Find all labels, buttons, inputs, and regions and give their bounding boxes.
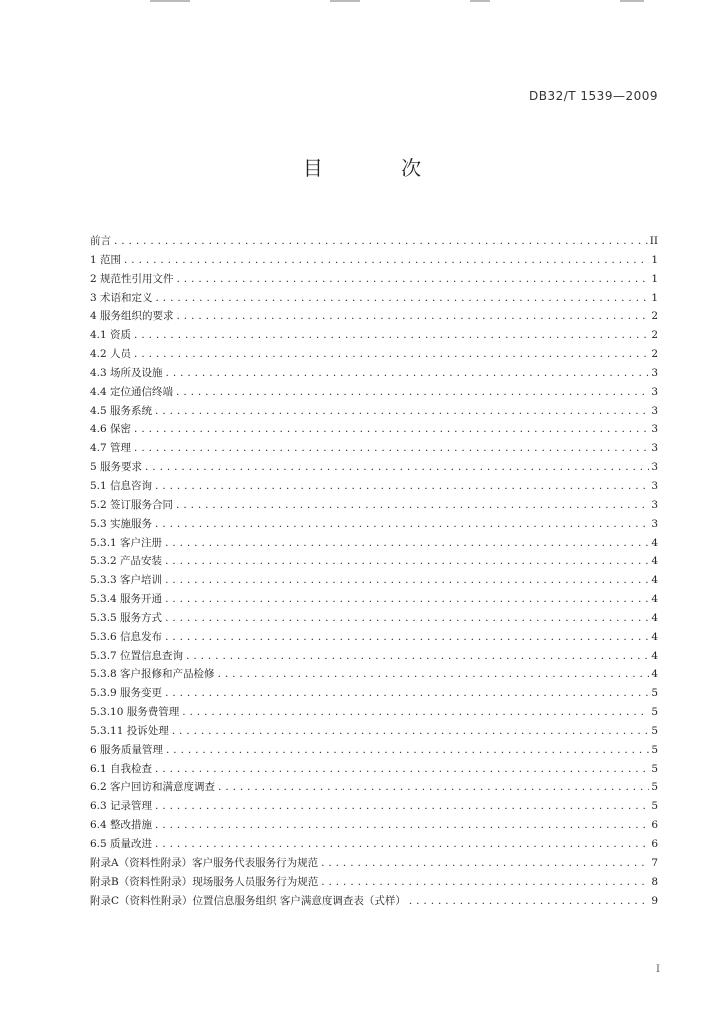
toc-entry-page: 2 <box>651 348 658 361</box>
toc-entry-label: 5.3.8 客户报修和产品检修 <box>90 668 215 681</box>
toc-entry[interactable] <box>90 628 658 647</box>
toc-entry-label: 2 规范性引用文件 <box>90 272 174 285</box>
toc-entry-label: 6.3 记录管理 <box>90 800 153 813</box>
toc-leader-dots <box>218 778 649 797</box>
toc-leader-dots <box>165 628 649 647</box>
toc-entry-page: 4 <box>651 649 658 662</box>
toc-entry-label: 6 服务质量管理 <box>90 743 164 756</box>
toc-entry-page: 3 <box>651 461 658 474</box>
toc-entry-page: 4 <box>651 630 658 643</box>
toc-entry[interactable] <box>90 873 658 892</box>
toc-entry-label: 4.2 人员 <box>90 348 132 361</box>
toc-entry[interactable] <box>90 251 658 270</box>
toc-entry-page: 4 <box>651 555 658 568</box>
toc-entry-page: 5 <box>651 781 658 794</box>
toc-entry[interactable] <box>90 722 658 741</box>
toc-entry-label: 5.2 签订服务合同 <box>90 498 174 511</box>
toc-entry[interactable] <box>90 420 658 439</box>
toc-leader-dots <box>218 665 649 684</box>
toc-leader-dots <box>177 270 649 289</box>
toc-entry-page: 1 <box>651 272 658 285</box>
toc-entry-page: 5 <box>651 762 658 775</box>
toc-leader-dots <box>177 307 649 326</box>
toc-entry-page: 2 <box>651 310 658 323</box>
toc-entry-page: 4 <box>651 611 658 624</box>
toc-entry[interactable] <box>90 647 658 666</box>
toc-entry-label: 5.3.2 产品安装 <box>90 555 163 568</box>
toc-entry-page: 3 <box>651 442 658 455</box>
toc-entry[interactable] <box>90 609 658 628</box>
toc-entry-label: 4.5 服务系统 <box>90 404 153 417</box>
toc-leader-dots <box>155 402 649 421</box>
toc-leader-dots <box>124 251 649 270</box>
footer-page-number: I <box>656 964 660 975</box>
toc-entry-label: 4.7 管理 <box>90 442 132 455</box>
toc-leader-dots <box>409 892 649 911</box>
toc-entry[interactable] <box>90 515 658 534</box>
toc-leader-dots <box>321 873 649 892</box>
toc-entry[interactable] <box>90 571 658 590</box>
toc-entry-page: 1 <box>651 253 658 266</box>
toc-entry-label: 5.3.11 投诉处理 <box>90 724 169 737</box>
toc-entry-label: 6.5 质量改进 <box>90 838 153 850</box>
toc-entry[interactable] <box>90 458 658 477</box>
toc-leader-dots <box>155 816 649 835</box>
toc-entry[interactable] <box>90 439 658 458</box>
toc-entry[interactable] <box>90 760 658 779</box>
toc-entry-page: 5 <box>651 800 658 813</box>
toc-entry[interactable] <box>90 797 658 816</box>
toc-entry-label: 5.3.4 服务开通 <box>90 593 163 606</box>
toc-leader-dots <box>186 647 649 666</box>
toc-entry[interactable] <box>90 326 658 345</box>
toc-entry-page: 3 <box>651 366 658 379</box>
toc-entry-page: 2 <box>651 329 658 342</box>
table-of-contents <box>90 232 658 910</box>
toc-entry-label: 5.3.10 服务费管理 <box>90 706 180 719</box>
toc-leader-dots <box>134 420 649 439</box>
toc-leader-dots <box>165 609 649 628</box>
toc-leader-dots <box>166 364 649 383</box>
toc-leader-dots <box>114 232 649 251</box>
toc-entry-label: 附录A（资料性附录）客户服务代表服务行为规范 <box>90 856 319 869</box>
toc-leader-dots <box>165 684 649 703</box>
toc-leader-dots <box>134 345 649 364</box>
toc-entry[interactable] <box>90 703 658 722</box>
toc-entry-page: 7 <box>651 856 658 869</box>
toc-entry-label: 5.3.5 服务方式 <box>90 611 163 624</box>
toc-entry-label: 4.6 保密 <box>90 423 132 436</box>
toc-entry[interactable] <box>90 402 658 421</box>
toc-leader-dots <box>155 477 649 496</box>
toc-entry[interactable] <box>90 289 658 308</box>
toc-entry-label: 5.3.9 服务变更 <box>90 687 163 700</box>
toc-entry-page: 3 <box>651 385 658 398</box>
toc-entry-page: 4 <box>651 574 658 587</box>
toc-entry-page: 3 <box>651 404 658 417</box>
toc-entry-label: 5.3.3 客户培训 <box>90 574 163 587</box>
toc-entry-label: 附录C（资料性附录）位置信息服务组织 客户满意度调查表（式样） <box>90 894 406 907</box>
toc-entry-label: 4.4 定位通信终端 <box>90 385 174 398</box>
toc-leader-dots <box>134 326 649 345</box>
toc-entry-label: 5.3.1 客户注册 <box>90 536 163 549</box>
toc-entry[interactable] <box>90 778 658 797</box>
toc-leader-dots <box>321 854 649 873</box>
toc-entry-label: 前言 <box>90 235 111 247</box>
toc-leader-dots <box>166 741 649 760</box>
toc-entry-page: 5 <box>651 687 658 700</box>
document-code: DB32/T 1539—2009 <box>528 89 658 103</box>
toc-entry-label: 5.1 信息咨询 <box>90 479 153 492</box>
toc-entry-page: 5 <box>651 724 658 737</box>
toc-leader-dots <box>182 703 649 722</box>
toc-entry[interactable] <box>90 552 658 571</box>
toc-leader-dots <box>165 552 649 571</box>
toc-entry-label: 5.3.6 信息发布 <box>90 630 163 643</box>
toc-leader-dots <box>176 383 649 402</box>
toc-entry-label: 6.2 客户回访和满意度调查 <box>90 781 216 794</box>
toc-entry-label: 5.3.7 位置信息查询 <box>90 649 184 662</box>
toc-entry-label: 4 服务组织的要求 <box>90 310 174 323</box>
toc-entry[interactable] <box>90 835 658 854</box>
toc-entry[interactable] <box>90 741 658 760</box>
toc-entry-label: 5 服务要求 <box>90 461 143 474</box>
toc-entry[interactable] <box>90 477 658 496</box>
toc-entry-page: 8 <box>651 875 658 888</box>
toc-entry-page: 3 <box>651 423 658 436</box>
toc-entry-page: 4 <box>651 536 658 549</box>
toc-entry-label: 4.3 场所及设施 <box>90 366 163 379</box>
toc-entry-label: 6.4 整改措施 <box>90 819 153 832</box>
toc-entry[interactable] <box>90 534 658 553</box>
toc-leader-dots <box>156 289 649 308</box>
toc-entry-page: 5 <box>651 706 658 719</box>
toc-leader-dots <box>134 439 649 458</box>
toc-entry-label: 3 术语和定义 <box>90 291 153 304</box>
toc-entry[interactable] <box>90 364 658 383</box>
toc-entry-page: 3 <box>651 479 658 492</box>
toc-entry[interactable] <box>90 270 658 289</box>
toc-leader-dots <box>165 590 649 609</box>
toc-leader-dots <box>155 835 649 854</box>
toc-entry-page: 6 <box>651 838 658 850</box>
toc-leader-dots <box>165 571 649 590</box>
toc-entry[interactable] <box>90 590 658 609</box>
toc-entry-label: 4.1 资质 <box>90 329 132 342</box>
toc-entry-label: 6.1 自我检查 <box>90 762 153 775</box>
toc-entry-page: 1 <box>651 291 658 304</box>
toc-entry[interactable] <box>90 665 658 684</box>
toc-leader-dots <box>155 797 649 816</box>
toc-entry[interactable] <box>90 383 658 402</box>
toc-entry[interactable] <box>90 854 658 873</box>
toc-leader-dots <box>172 722 649 741</box>
toc-leader-dots <box>155 760 649 779</box>
toc-entry[interactable] <box>90 232 658 251</box>
toc-entry-label: 1 范围 <box>90 253 122 266</box>
toc-entry[interactable] <box>90 496 658 515</box>
toc-entry-page: 3 <box>651 498 658 511</box>
toc-entry[interactable] <box>90 892 658 911</box>
toc-entry-page: 3 <box>651 517 658 530</box>
page-title: 目 次 <box>302 156 458 180</box>
toc-entry-page: 4 <box>651 593 658 606</box>
toc-entry-page: 6 <box>651 819 658 832</box>
toc-leader-dots <box>155 515 649 534</box>
toc-leader-dots <box>165 534 649 553</box>
toc-entry-label: 5.3 实施服务 <box>90 517 153 530</box>
toc-leader-dots <box>176 496 649 515</box>
toc-entry-page: II <box>649 235 658 247</box>
toc-entry[interactable] <box>90 816 658 835</box>
toc-entry-page: 9 <box>651 894 658 907</box>
toc-leader-dots <box>145 458 649 477</box>
scan-edge-marks <box>0 0 724 4</box>
toc-entry-page: 5 <box>651 743 658 756</box>
toc-entry-page: 4 <box>651 668 658 681</box>
toc-entry[interactable] <box>90 345 658 364</box>
toc-entry-label: 附录B（资料性附录）现场服务人员服务行为规范 <box>90 875 319 888</box>
toc-entry[interactable] <box>90 684 658 703</box>
toc-entry[interactable] <box>90 307 658 326</box>
